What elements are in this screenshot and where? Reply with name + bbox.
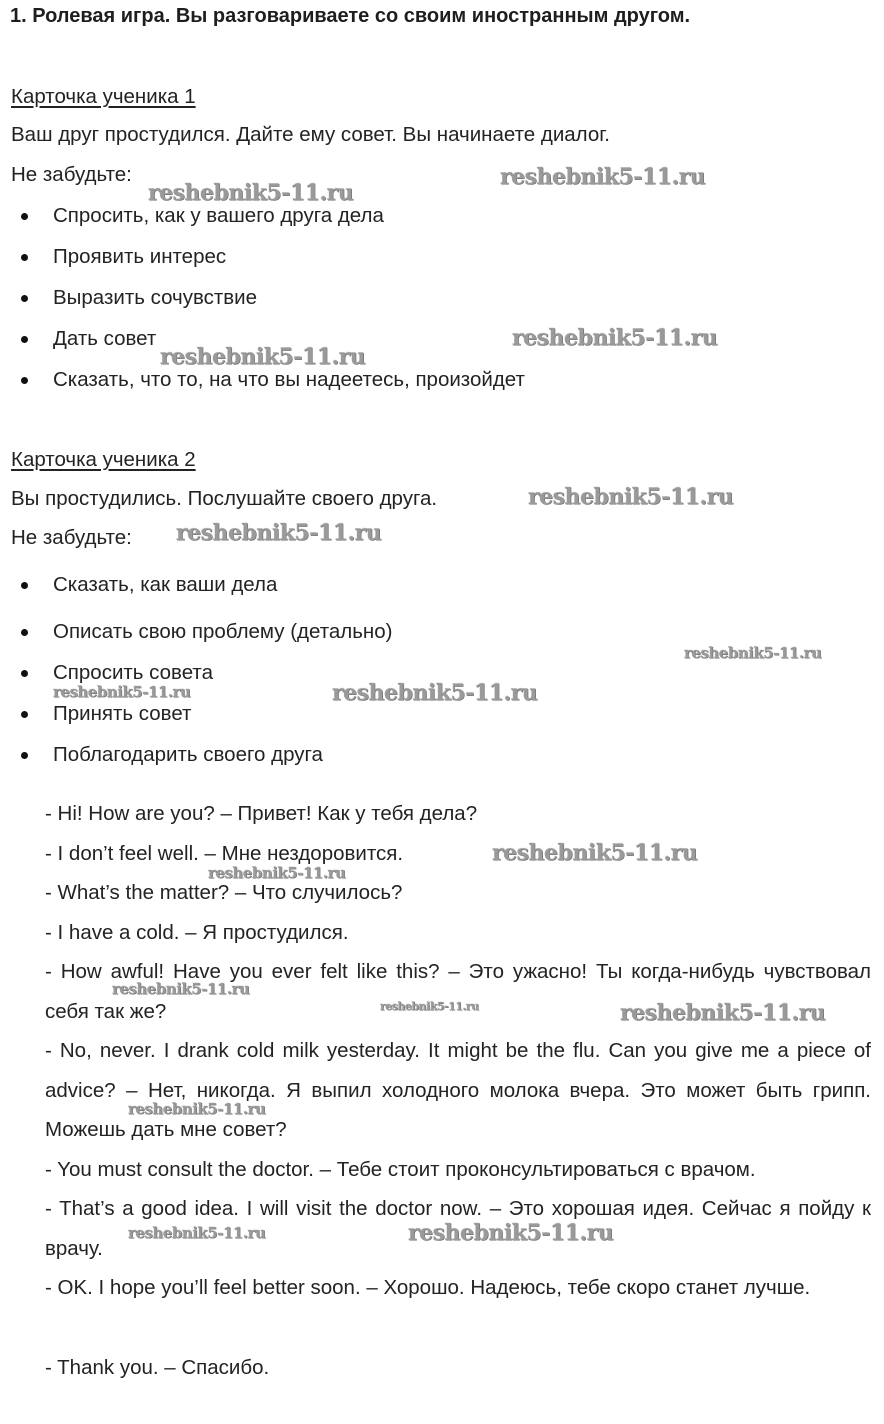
dialogue-line: - I don’t feel well. – Мне нездоровится.	[45, 842, 404, 865]
watermark: reshebnik5-11.ru	[492, 840, 698, 866]
card1-intro: Ваш друг простудился. Дайте ему совет. Вы начинаете диалог.	[11, 123, 610, 146]
dialogue-line: - I have a cold. – Я простудился.	[45, 921, 349, 944]
watermark: reshebnik5-11.ru	[208, 864, 346, 882]
bullet-icon	[21, 629, 28, 636]
document-page: 1. Ролевая игра. Вы разговариваете со своим иностранным другом. Карточка ученика 1 Ваш друг простудился. Дайте ему совет. Вы начинаете диалог. Не забудьте: Спросить, как у вашего друга дела Проявить интерес Выразить сочувствие Дать совет Сказать, что то, на что вы надеетесь, произойдет Карточка ученика 2 Вы простудились. Послушайте своего друга. Не забудьте: Сказать, как ваши дела Описать свою проблему (детально) Спросить совета Принять совет Поблагодарить своего друга - Hi! How are you? – Привет! Как у тебя дела? - I don’t feel well. – Мне нездоровится. - What’s the matter? – Что случилось? - I have a cold. – Я простудился. - How awful! Have you ever felt like this? – Это ужасно! Ты когда-нибудь чувствовал себя так же? - No, never. I drank cold milk yesterday. It might be the flu. Can you give me a piece of advice? – Нет, никогда. Я выпил холодного молока вчера. Это может быть грипп. Можешь дать мне совет? - You must consult the doctor. – Тебе стоит проконсультироваться с врачом. - That’s a good idea. I will visit the doctor now. – Это хорошая идея. Сейчас я пойду к врачу. - OK. I hope you’ll feel better soon. – Хорошо. Надеюсь, тебе скоро станет лучше. - Thank you. – Спасибо. reshebnik5-11.ru reshebnik5-11.ru reshebnik5-11.ru reshebnik5-11.ru reshebnik5-11.ru reshebnik5-11.ru reshebnik5-11.ru reshebnik5-11.ru reshebnik5-11.ru reshebnik5-11.ru reshebnik5-11.ru reshebnik5-11.ru reshebnik5-11.ru reshebnik5-11.ru reshebnik5-11.ru reshebnik5-11.ru reshebnik5-11.ru	[10, 5, 871, 1379]
card1-reminder: Не забудьте:	[11, 163, 132, 186]
watermark: reshebnik5-11.ru	[684, 644, 822, 662]
bullet-icon	[21, 213, 28, 220]
dialogue-line: - Hi! How are you? – Привет! Как у тебя дела?	[45, 802, 478, 825]
dialogue-line: - That’s a good idea. I will visit the doctor now. – Это хорошая идея. Сейчас я пойду к врачу.	[45, 1197, 871, 1260]
watermark: reshebnik5-11.ru	[160, 344, 366, 370]
watermark: reshebnik5-11.ru	[112, 980, 250, 998]
watermark: reshebnik5-11.ru	[528, 484, 734, 510]
card1-heading: Карточка ученика 1	[11, 85, 196, 108]
watermark: reshebnik5-11.ru	[332, 680, 538, 706]
watermark: reshebnik5-11.ru	[380, 1000, 479, 1013]
watermark: reshebnik5-11.ru	[176, 520, 382, 546]
dialogue-line: - How awful! Have you ever felt like this? – Это ужасно! Ты когда-нибудь чувствовал себя так же?	[45, 960, 871, 1023]
watermark: reshebnik5-11.ru	[500, 164, 706, 190]
dialogue-line: - OK. I hope you’ll feel better soon. – Хорошо. Надеюсь, тебе скоро станет лучше.	[45, 1276, 811, 1299]
watermark: reshebnik5-11.ru	[408, 1220, 614, 1246]
card2-reminder: Не забудьте:	[11, 526, 132, 549]
dialogue-line: - What’s the matter? – Что случилось?	[45, 881, 403, 904]
watermark: reshebnik5-11.ru	[128, 1224, 266, 1242]
watermark: reshebnik5-11.ru	[53, 683, 191, 701]
watermark: reshebnik5-11.ru	[128, 1100, 266, 1118]
dialogue-line: - No, never. I drank cold milk yesterday. It might be the flu. Can you give me a piece of advice? – Нет, никогда. Я выпил холодного молока вчера. Это может быть грипп. Можешь дать мне совет?	[45, 1039, 871, 1141]
bullet-icon	[21, 254, 28, 261]
bullet-icon	[21, 670, 28, 677]
bullet-icon	[21, 336, 28, 343]
watermark: reshebnik5-11.ru	[148, 180, 354, 206]
exercise-title: 1. Ролевая игра. Вы разговариваете со своим иностранным другом.	[10, 5, 691, 27]
bullet-icon	[21, 752, 28, 759]
bullet-icon	[21, 711, 28, 718]
card2-heading: Карточка ученика 2	[11, 448, 196, 471]
dialogue-line: - Thank you. – Спасибо.	[45, 1356, 270, 1379]
bullet-icon	[21, 377, 28, 384]
watermark: reshebnik5-11.ru	[512, 325, 718, 351]
dialogue-line: - You must consult the doctor. – Тебе стоит проконсультироваться с врачом.	[45, 1158, 756, 1181]
bullet-icon	[21, 582, 28, 589]
watermark: reshebnik5-11.ru	[620, 1000, 826, 1026]
bullet-icon	[21, 295, 28, 302]
card2-intro: Вы простудились. Послушайте своего друга.	[11, 487, 438, 510]
